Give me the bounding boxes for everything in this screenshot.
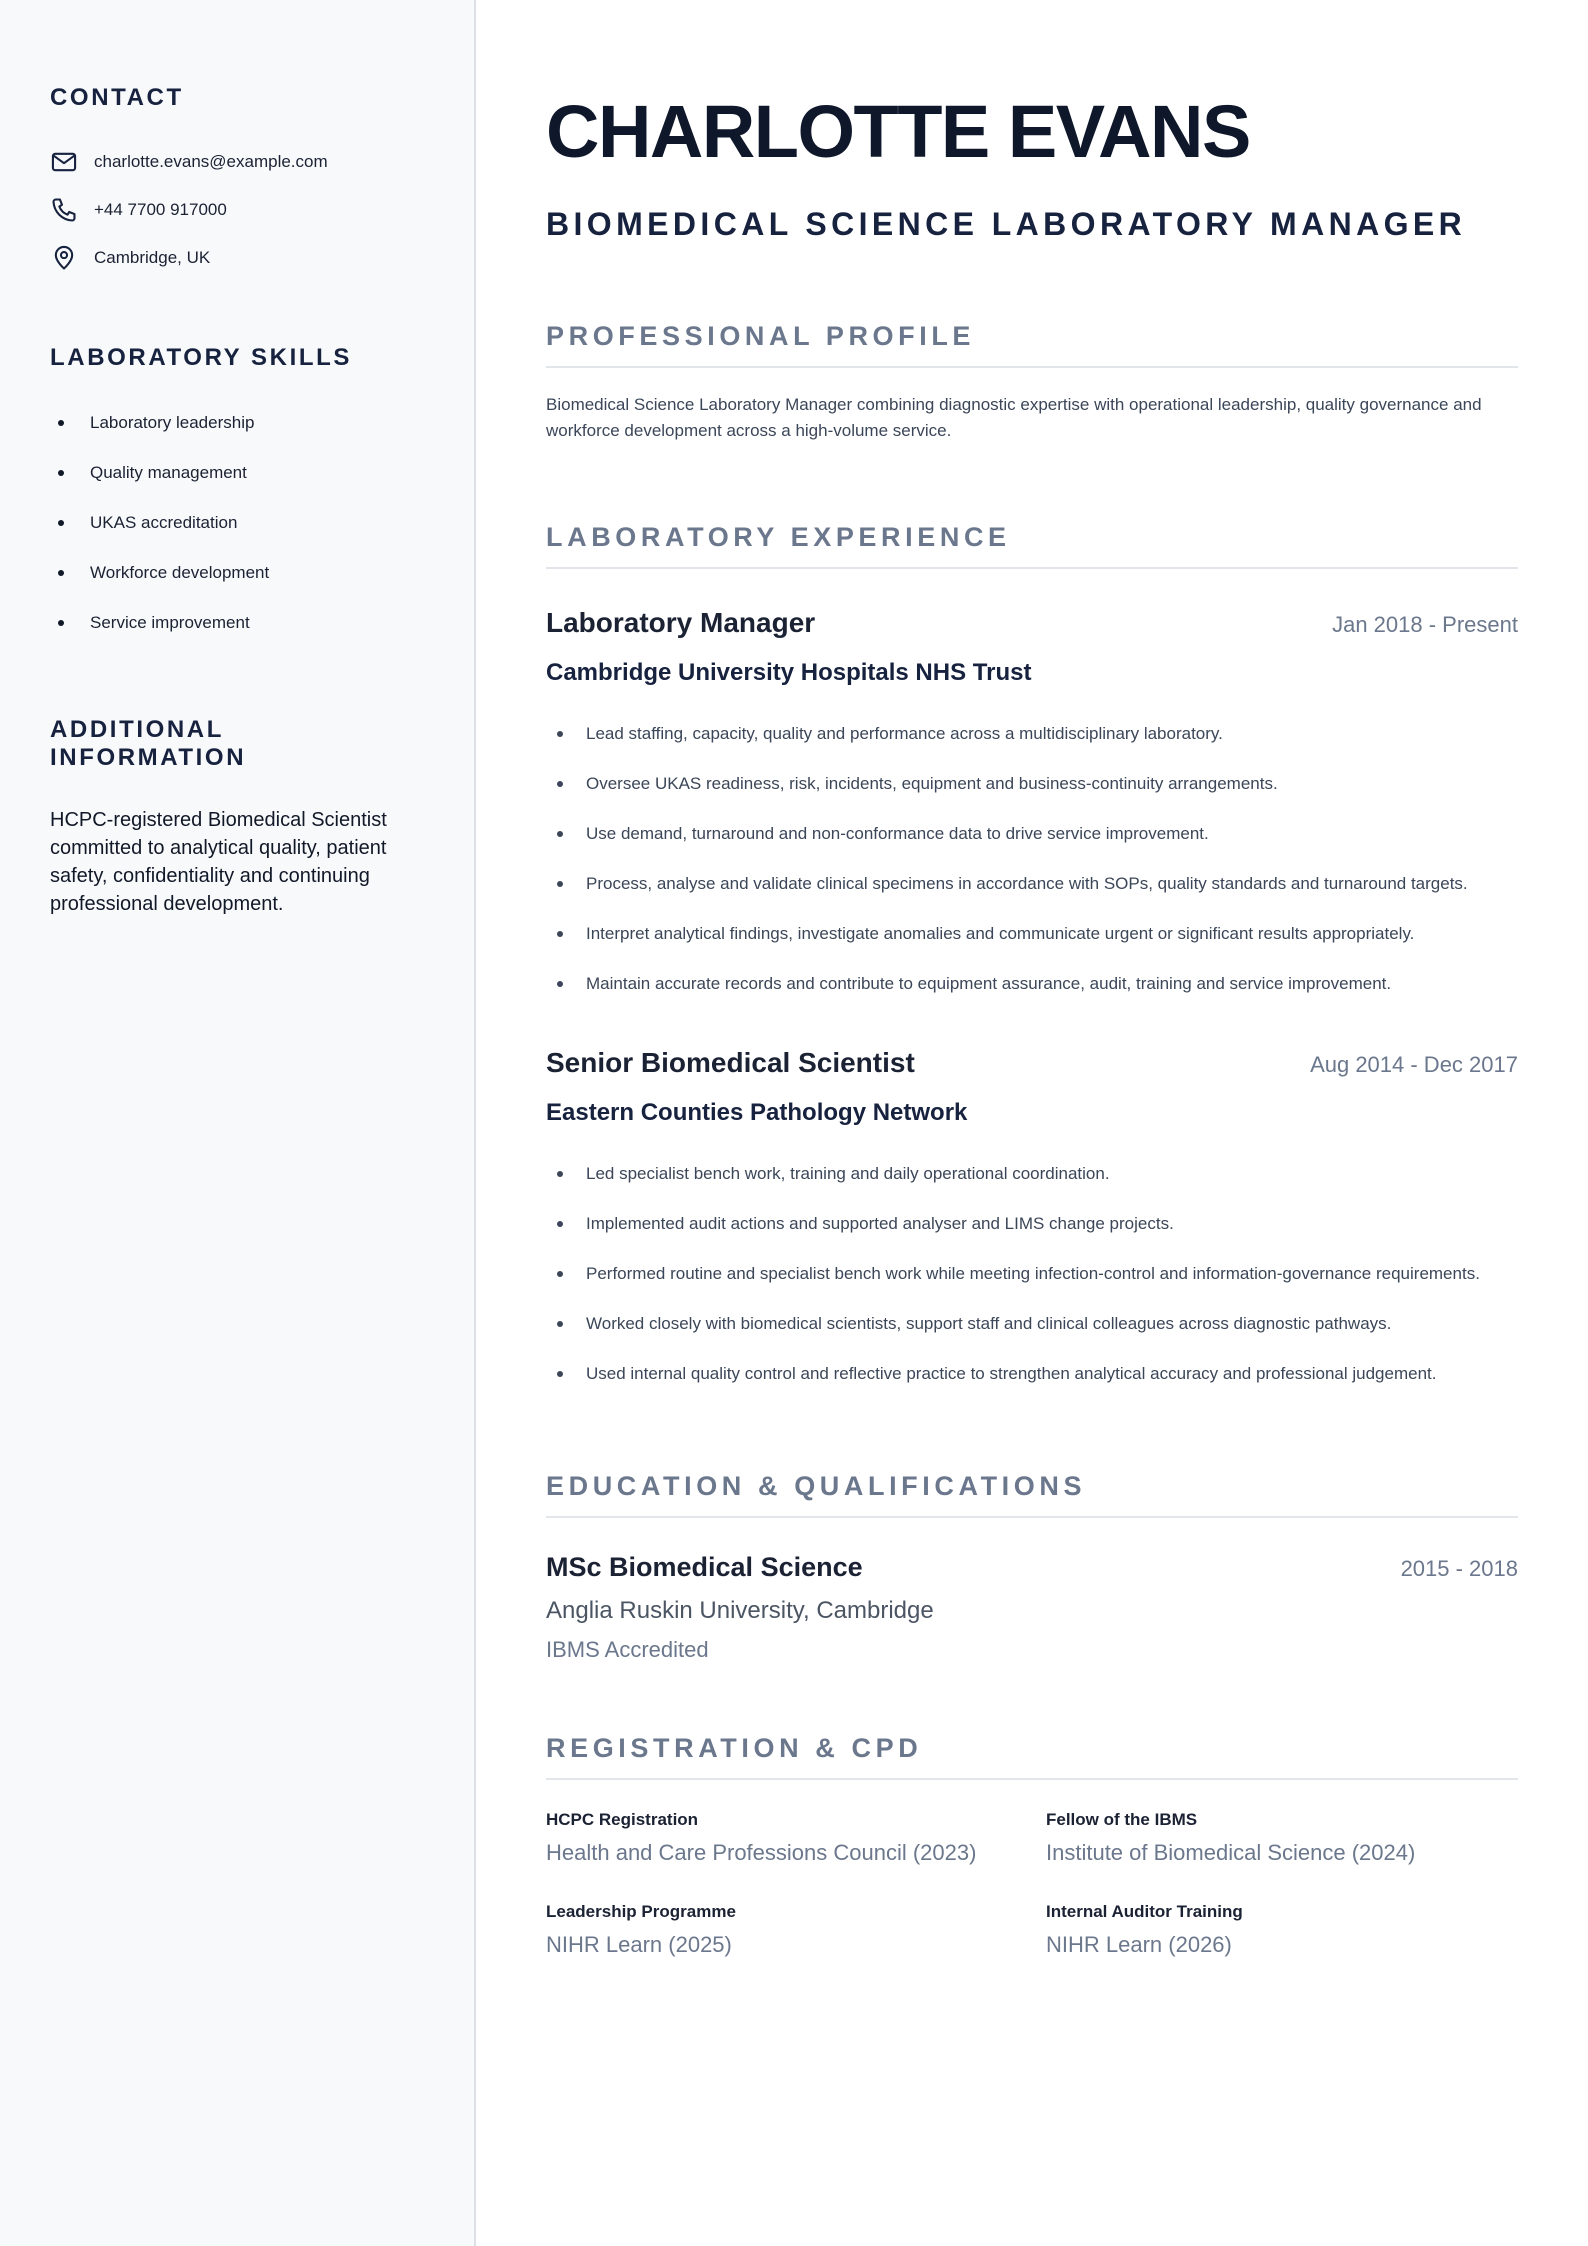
registration-item xyxy=(546,1902,1046,1958)
education-section xyxy=(546,1471,1518,1663)
contact-heading: CONTACT xyxy=(50,84,184,111)
skill-item: Quality management xyxy=(50,448,424,498)
contact-phone[interactable] xyxy=(50,186,424,234)
job-bullet: Performed routine and specialist bench work while meeting infection-control and information-governance requirements. xyxy=(546,1249,1518,1299)
job-bullets xyxy=(546,709,1518,1009)
candidate-name: CHARLOTTE EVANS xyxy=(546,90,1250,173)
location-pin-icon xyxy=(50,244,78,272)
skill-item: Workforce development xyxy=(50,548,424,598)
registration-body: NIHR Learn (2026) xyxy=(1046,1932,1232,1957)
job-dates: Jan 2018 - Present xyxy=(1332,612,1518,637)
job-organisation: Cambridge University Hospitals NHS Trust xyxy=(546,659,1032,686)
sidebar xyxy=(0,0,476,2246)
job-bullet: Worked closely with biomedical scientists, support staff and clinical colleagues across diagnostic pathways. xyxy=(546,1299,1518,1349)
profile-section xyxy=(546,321,1518,444)
education-dates: 2015 - 2018 xyxy=(1400,1556,1518,1581)
job-bullet: Oversee UKAS readiness, risk, incidents, equipment and business-continuity arrangements. xyxy=(546,759,1518,809)
registration-item xyxy=(546,1810,1046,1866)
registration-body: Health and Care Professions Council (2023) xyxy=(546,1840,977,1865)
job-bullet: Used internal quality control and reflective practice to strengthen analytical accuracy and professional judgement. xyxy=(546,1349,1518,1399)
contact-list xyxy=(50,138,424,282)
main-content xyxy=(546,0,1518,1958)
job-title: Laboratory Manager xyxy=(546,607,816,638)
phone-icon xyxy=(50,196,78,224)
candidate-role: BIOMEDICAL SCIENCE LABORATORY MANAGER xyxy=(546,206,1467,242)
registration-title: Leadership Programme xyxy=(546,1902,736,1921)
education-entry xyxy=(546,1552,1518,1663)
registration-body: Institute of Biomedical Science (2024) xyxy=(1046,1840,1416,1865)
job-bullet: Lead staffing, capacity, quality and performance across a multidisciplinary laboratory. xyxy=(546,709,1518,759)
additional-info-heading: ADDITIONAL INFORMATION xyxy=(50,716,247,771)
registration-body: NIHR Learn (2025) xyxy=(546,1932,732,1957)
education-heading: EDUCATION & QUALIFICATIONS xyxy=(546,1471,1518,1518)
skills-list xyxy=(50,398,424,648)
job-entry xyxy=(546,1047,1518,1399)
job-dates: Aug 2014 - Dec 2017 xyxy=(1310,1052,1518,1077)
job-bullet: Process, analyse and validate clinical specimens in accordance with SOPs, quality standards and turnaround targets. xyxy=(546,859,1518,909)
registration-item xyxy=(1046,1902,1518,1958)
registration-grid xyxy=(546,1810,1518,1958)
contact-location xyxy=(50,234,424,282)
registration-title: Internal Auditor Training xyxy=(1046,1902,1243,1921)
job-bullet: Interpret analytical findings, investigate anomalies and communicate urgent or significant results appropriately. xyxy=(546,909,1518,959)
education-degree: MSc Biomedical Science xyxy=(546,1552,863,1582)
job-entry xyxy=(546,607,1518,1009)
registration-title: HCPC Registration xyxy=(546,1810,699,1829)
phone-text: +44 7700 917000 xyxy=(94,200,227,219)
job-bullet: Maintain accurate records and contribute to equipment assurance, audit, training and service improvement. xyxy=(546,959,1518,1009)
registration-heading: REGISTRATION & CPD xyxy=(546,1733,1518,1780)
skill-item: Service improvement xyxy=(50,598,424,648)
job-bullet: Led specialist bench work, training and daily operational coordination. xyxy=(546,1149,1518,1199)
skill-item: Laboratory leadership xyxy=(50,398,424,448)
contact-email[interactable] xyxy=(50,138,424,186)
job-bullet: Implemented audit actions and supported analyser and LIMS change projects. xyxy=(546,1199,1518,1249)
mail-icon xyxy=(50,148,78,176)
education-note: IBMS Accredited xyxy=(546,1637,709,1662)
job-bullets xyxy=(546,1149,1518,1399)
skills-heading: LABORATORY SKILLS xyxy=(50,344,352,371)
registration-title: Fellow of the IBMS xyxy=(1046,1810,1198,1829)
experience-heading: LABORATORY EXPERIENCE xyxy=(546,522,1518,569)
profile-text: Biomedical Science Laboratory Manager combining diagnostic expertise with operational leadership, quality governance and workforce development across a high-volume service. xyxy=(546,395,1482,440)
education-school: Anglia Ruskin University, Cambridge xyxy=(546,1597,934,1624)
skill-item: UKAS accreditation xyxy=(50,498,424,548)
job-title: Senior Biomedical Scientist xyxy=(546,1047,915,1078)
registration-section xyxy=(546,1733,1518,1958)
job-organisation: Eastern Counties Pathology Network xyxy=(546,1099,968,1126)
profile-heading: PROFESSIONAL PROFILE xyxy=(546,321,1518,368)
experience-section xyxy=(546,522,1518,1399)
additional-info-text: HCPC-registered Biomedical Scientist committed to analytical quality, patient safety, confidentiality and continuing professional development. xyxy=(50,809,387,915)
location-text: Cambridge, UK xyxy=(94,248,211,267)
email-text: charlotte.evans@example.com xyxy=(94,152,328,171)
registration-item xyxy=(1046,1810,1518,1866)
job-bullet: Use demand, turnaround and non-conformance data to drive service improvement. xyxy=(546,809,1518,859)
